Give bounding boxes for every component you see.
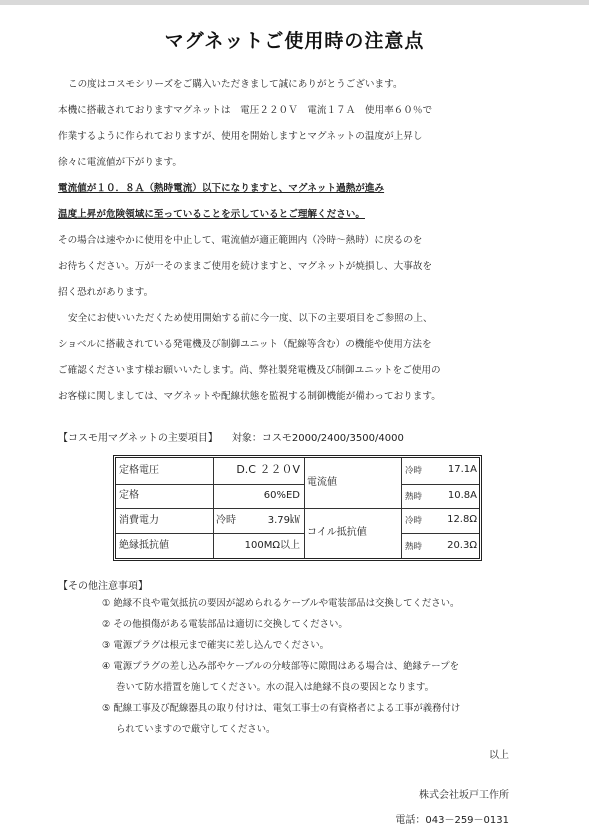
note-item: ② その他損傷がある電装部品は適切に交換してください。 <box>102 619 348 630</box>
company-name: 株式会社坂戸工作所 <box>419 790 509 801</box>
current-hot-label: 熱時 <box>405 492 423 502</box>
coil-resistance-label: コイル抵抗値 <box>307 527 367 538</box>
coil-hot-value: 20.3Ω <box>447 540 477 551</box>
rating-value: 60%ED <box>263 490 300 501</box>
note-item-continued: 巻いて防水措置を施してください。水の混入は絶縁不良の要因となります。 <box>116 682 435 693</box>
coil-cold-label: 冷時 <box>405 516 423 526</box>
insulation-label: 絶縁抵抗値 <box>119 540 169 551</box>
table-divider <box>116 484 304 485</box>
table-divider <box>401 533 479 534</box>
intro-line: お待ちください。万が一そのままご使用を続けますと、マグネットが焼損し、大事故を <box>58 261 433 272</box>
power-label: 消費電力 <box>119 515 159 526</box>
warning-line: 電流値が１０．８Ａ（熱時電流）以下になりますと、マグネット過熱が進み <box>58 183 385 194</box>
note-item: ① 絶縁不良や電気抵抗の要因が認められるケーブルや電装部品は交換してください。 <box>102 598 460 609</box>
phone-number: 電話：043－259－0131 <box>395 815 509 826</box>
spec-heading: 【コスモ用マグネットの主要項目】 <box>58 433 218 444</box>
intro-line: その場合は速やかに使用を中止して、電流値が適正範囲内（冷時～熱時）に戻るのを <box>58 235 423 246</box>
power-condition: 冷時 <box>216 515 236 526</box>
note-item-continued: られていますので厳守してください。 <box>116 724 276 735</box>
notes-heading: 【その他注意事項】 <box>58 581 148 592</box>
intro-line: この度はコスモシリーズをご購入いただきまして誠にありがとうございます。 <box>68 79 403 90</box>
spec-heading-row <box>58 429 404 444</box>
table-divider <box>116 533 304 534</box>
intro-line: 安全にお使いいただくため使用開始する前に今一度、以下の主要項目をご参照の上、 <box>68 313 433 324</box>
page-title: マグネットご使用時の注意点 <box>164 30 425 52</box>
intro-line: 招く恐れがあります。 <box>58 287 154 298</box>
intro-line: ご確認くださいます様お願いいたします。尚、弊社製発電機及び制御ユニットをご使用の <box>58 365 441 376</box>
coil-hot-label: 熱時 <box>405 542 423 552</box>
intro-line: 作業するように作られておりますが、使用を開始しますとマグネットの温度が上昇し <box>58 131 423 142</box>
intro-line: 本機に搭載されておりますマグネットは 電圧２２０Ｖ 電流１７Ａ 使用率６０％で <box>58 105 433 116</box>
table-divider <box>401 484 479 485</box>
spec-target: 対象：コスモ2000/2400/3500/4000 <box>231 433 404 444</box>
note-item: ④ 電源プラグの差し込み部やケーブルの分岐部等に隙間はある場合は、絶縁テープを <box>102 661 459 672</box>
viewer-top-bar <box>0 0 589 5</box>
intro-line: お客様に関しましては、マグネットや配線状態を監視する制御機能が備わっております。 <box>58 391 441 402</box>
intro-line: ショベルに搭載されている発電機及び制御ユニット（配線等含む）の機能や使用方法を <box>58 339 432 350</box>
current-label: 電流値 <box>307 477 337 488</box>
rating-label: 定格 <box>119 490 139 501</box>
note-item: ③ 電源プラグは根元まで確実に差し込んでください。 <box>102 640 330 651</box>
insulation-value: 100MΩ以上 <box>244 540 300 551</box>
current-cold-value: 17.1A <box>447 464 477 475</box>
closing-text: 以上 <box>489 750 509 761</box>
note-item: ⑤ 配線工事及び配線器具の取り付けは、電気工事士の有資格者による工事が義務付け <box>102 703 461 714</box>
spec-table <box>113 455 482 561</box>
rated-voltage-value: D.C ２２０V <box>236 463 300 476</box>
coil-cold-value: 12.8Ω <box>447 514 477 525</box>
warning-line: 温度上昇が危険領域に至っていることを示しているとご理解ください。 <box>58 209 365 220</box>
intro-line: 徐々に電流値が下がります。 <box>58 157 182 168</box>
power-value: 3.79㎾ <box>267 515 300 526</box>
current-cold-label: 冷時 <box>405 466 423 476</box>
table-divider <box>116 508 479 509</box>
current-hot-value: 10.8A <box>447 490 477 501</box>
rated-voltage-label: 定格電圧 <box>119 465 159 476</box>
